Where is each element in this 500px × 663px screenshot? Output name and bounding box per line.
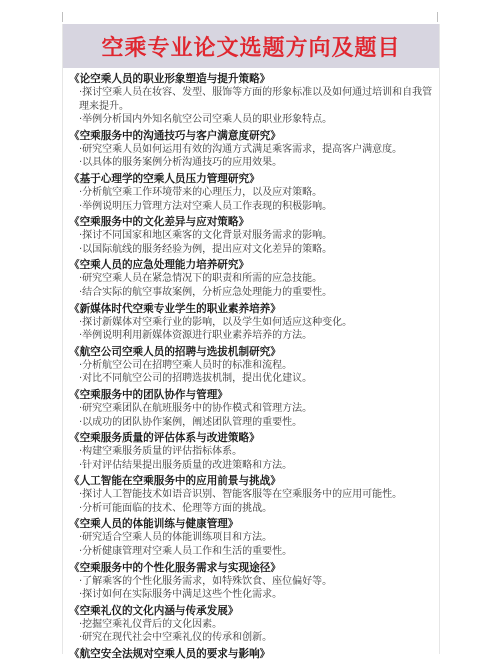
topic-detail: ·举例说明压力管理方法对空乘人员工作表现的积极影响。 — [79, 200, 333, 212]
topic-title: 《空乘服务中的沟通技巧与客户满意度研究》 — [69, 129, 281, 142]
page-title: 空乘专业论文选题方向及题目 — [101, 35, 401, 61]
topic-detail: ·对比不同航空公司的招聘选拔机制，提出优化建议。 — [79, 373, 313, 385]
topic-detail: ·以国际航线的服务经验为例，提出应对文化差异的策略。 — [79, 243, 333, 255]
topic-section — [69, 517, 435, 558]
topic-title: 《航空公司空乘人员的招聘与选拔机制研究》 — [69, 345, 281, 358]
topic-section — [69, 388, 435, 429]
topic-title: 《人工智能在空乘服务中的应用前景与挑战》 — [69, 475, 281, 488]
topic-title: 《基于心理学的空乘人员压力管理研究》 — [69, 172, 260, 185]
topic-section — [69, 72, 435, 127]
topic-section — [69, 474, 435, 515]
topic-detail: ·研究在现代社会中空乘礼仪的传承和创新。 — [79, 632, 273, 644]
topic-section — [69, 561, 435, 602]
topic-title: 《空乘人员的应急处理能力培养研究》 — [69, 259, 250, 272]
topic-section — [69, 129, 435, 170]
topic-title: 《空乘服务中的个性化服务需求与实现途径》 — [69, 561, 281, 574]
topic-detail: ·了解乘客的个性化服务需求，如特殊饮食、座位偏好等。 — [79, 575, 333, 587]
title-band — [63, 24, 439, 68]
topic-title: 《空乘人员的体能训练与健康管理》 — [69, 518, 239, 531]
margin-tick — [62, 12, 63, 22]
topic-list — [69, 72, 435, 663]
topic-detail: ·探讨空乘人员在妆容、发型、服饰等方面的形象标准以及如何通过培训和自我管理来提升。 — [79, 87, 433, 112]
topic-section — [69, 302, 435, 343]
topic-detail: ·研究空乘人员在紧急情况下的职责和所需的应急技能。 — [79, 273, 323, 285]
topic-title: 《空乘服务质量的评估体系与改进策略》 — [69, 432, 260, 445]
topic-section — [69, 258, 435, 299]
topic-detail: ·探讨新媒体对空乘行业的影响，以及学生如何适应这种变化。 — [79, 316, 353, 328]
topic-title: 《新媒体时代空乘专业学生的职业素养培养》 — [69, 302, 281, 315]
topic-detail: ·研究空乘人员如何运用有效的沟通方式满足乘客需求，提高客户满意度。 — [79, 143, 403, 155]
topic-detail: ·探讨如何在实际服务中满足这些个性化需求。 — [79, 589, 283, 601]
topic-section — [69, 215, 435, 256]
topic-detail: ·针对评估结果提出服务质量的改进策略和方法。 — [79, 459, 293, 471]
topic-section — [69, 604, 435, 645]
topic-detail: ·研究适合空乘人员的体能训练项目和方法。 — [79, 532, 273, 544]
topic-detail: ·结合实际的航空事故案例，分析应急处理能力的重要性。 — [79, 286, 333, 298]
topic-section — [69, 647, 435, 661]
topic-detail: ·探讨不同国家和地区乘客的文化背景对服务需求的影响。 — [79, 230, 333, 242]
topic-detail: ·分析航空公司在招聘空乘人员时的标准和流程。 — [79, 359, 293, 371]
topic-title: 《空乘礼仪的文化内涵与传承发展》 — [69, 604, 239, 617]
topic-detail: ·构建空乘服务质量的评估指标体系。 — [79, 446, 243, 458]
topic-detail: ·挖掘空乘礼仪背后的文化因素。 — [79, 618, 223, 630]
top-bar — [0, 0, 500, 24]
topic-detail: ·研究空乘团队在航班服务中的协作模式和管理方法。 — [79, 402, 313, 414]
topic-title: 《空乘服务中的团队协作与管理》 — [69, 388, 228, 401]
topic-section — [69, 431, 435, 472]
topic-detail: ·分析可能面临的技术、伦理等方面的挑战。 — [79, 502, 273, 514]
topic-title: 《论空乘人员的职业形象塑造与提升策略》 — [69, 73, 271, 85]
topic-detail: ·分析健康管理对空乘人员工作和生活的重要性。 — [79, 546, 293, 558]
topic-section — [69, 172, 435, 213]
margin-tick — [437, 12, 438, 22]
topic-title: 《航空安全法规对空乘人员的要求与影响》 — [69, 648, 271, 661]
topic-detail: ·举例说明利用新媒体资源进行职业素养培养的方法。 — [79, 330, 313, 342]
topic-detail: ·举例分析国内外知名航空公司空乘人员的职业形象特点。 — [79, 114, 333, 126]
topic-detail: ·以具体的服务案例分析沟通技巧的应用效果。 — [79, 157, 283, 169]
topic-detail: ·探讨人工智能技术如语音识别、智能客服等在空乘服务中的应用可能性。 — [79, 489, 403, 501]
topic-title: 《空乘服务中的文化差异与应对策略》 — [69, 216, 250, 229]
document-page — [62, 24, 440, 661]
topic-detail: ·以成功的团队协作案例，阐述团队管理的重要性。 — [79, 416, 303, 428]
topic-section — [69, 345, 435, 386]
topic-detail: ·分析航空乘工作环境带来的心理压力，以及应对策略。 — [79, 186, 323, 198]
